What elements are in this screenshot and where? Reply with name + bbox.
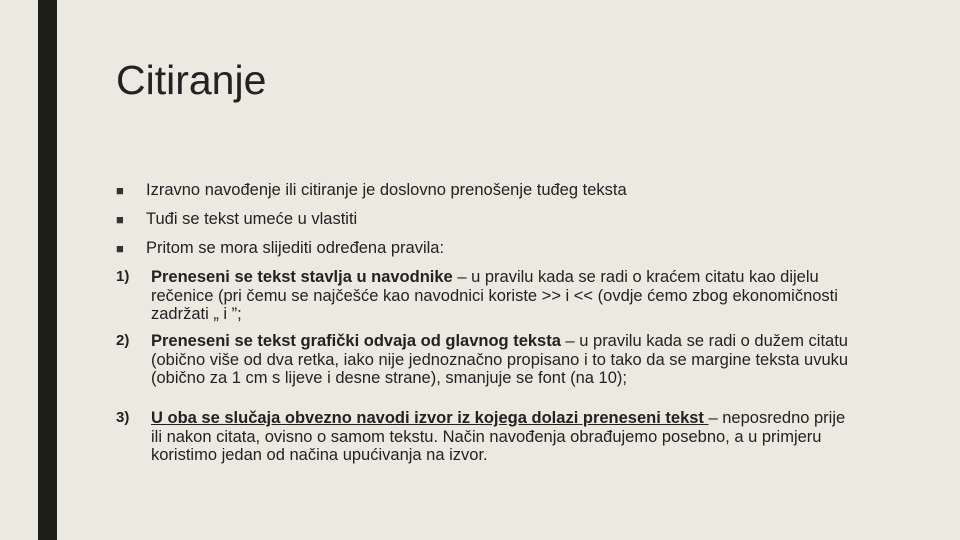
item-rest: – u pravilu kada se radi o kraćem citatu kao dijelu rečenice (pri čemu se najčešće kao navodnici koriste >> i << (ovdje ćemo zbog ekonomičnosti zadržati „ i ”;	[151, 268, 838, 323]
item-body	[151, 409, 856, 465]
item-rest: – neposredno prije ili nakon citata, ovisno o samom tekstu. Način navođenja obrađujemo posebno, a u primjeru koristimo jedan od načina upućivanja na izvor.	[151, 409, 846, 464]
item-number: 1)	[116, 268, 130, 285]
slide-title: Citiranje	[116, 57, 267, 103]
bullet-text: Izravno navođenje ili citiranje je doslovno prenošenje tuđeg teksta	[146, 181, 627, 199]
accent-sidebar-bar	[38, 0, 57, 540]
item-lead: U oba se slučaja obvezno navodi izvor iz kojega dolazi preneseni tekst	[151, 409, 709, 427]
item-rest: – u pravilu kada se radi o dužem citatu (obično više od dva retka, iako nije jednoznačno propisano i to tako da se margine teksta uvuku (obično za 1 cm s lijeve i desne strane), smanjuje se font (na 10);	[151, 332, 849, 387]
square-bullet-icon: ■	[116, 241, 124, 256]
item-number: 2)	[116, 332, 130, 349]
item-number: 3)	[116, 409, 130, 426]
bullet-text: Tuđi se tekst umeće u vlastiti	[146, 210, 358, 228]
item-body	[151, 268, 856, 324]
square-bullet-icon: ■	[116, 183, 124, 198]
bullet-text: Pritom se mora slijediti određena pravila:	[146, 239, 445, 257]
square-bullet-icon: ■	[116, 212, 124, 227]
item-lead: Preneseni se tekst stavlja u navodnike	[151, 268, 453, 286]
item-lead: Preneseni se tekst grafički odvaja od glavnog teksta	[151, 332, 561, 350]
item-body	[151, 332, 856, 388]
